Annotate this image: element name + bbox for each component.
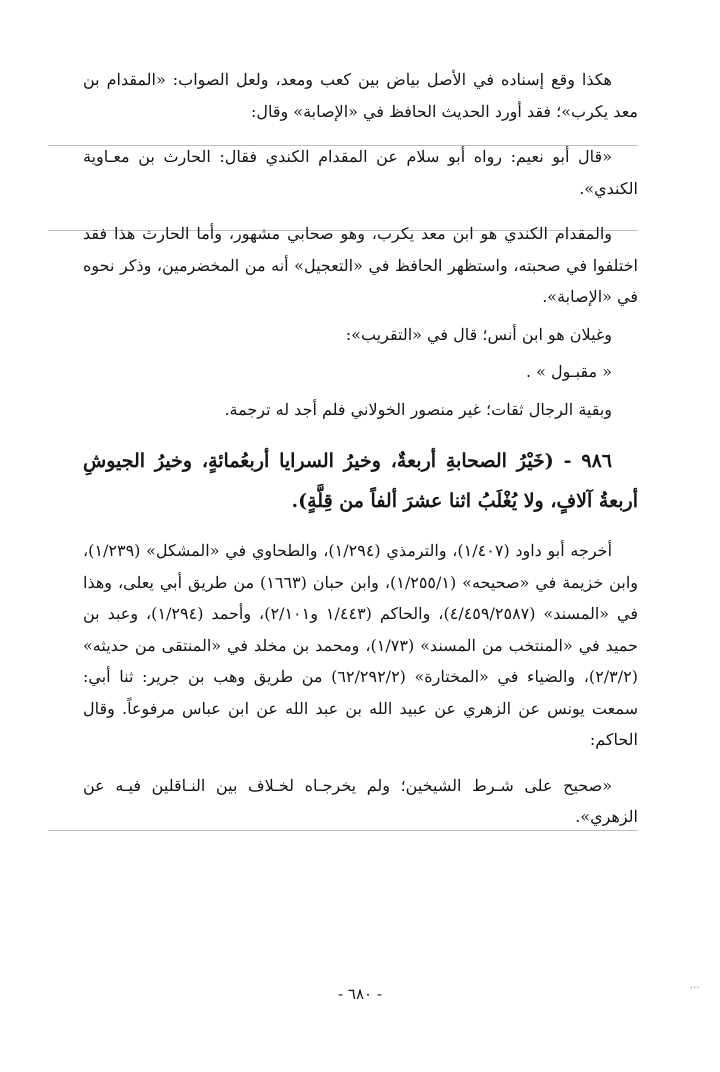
taqrib-quote: « مقبـول » . — [526, 362, 612, 381]
page-number: - ٦٨٠ - — [338, 985, 382, 1003]
hakim-quote: «صحيح على شـرط الشيخين؛ ولم يخرجـاه لخـلاف بين النـاقلين فيـه عن الزهري». — [83, 775, 638, 826]
narrators-note: وبقية الرجال ثقات؛ غير منصور الخولاني فلم أجد له ترجمة. — [224, 399, 612, 419]
miqdam-note-paragraph: والمقدام الكندي هو ابن معد يكرب، وهو صحابي مشهور، وأما الحارث هذا فقد اختلفوا في صحبته، واستظهر الحافظ في «التعجيل» أنه من المخضرمين، وذكر نحوه في «الإصابة». — [83, 224, 638, 306]
page-body — [83, 64, 638, 833]
takhrij-paragraph: أخرجه أبو داود (١/٤٠٧)، والترمذي (١/٢٩٤)، والطحاوي في «المشكل» (١/٢٣٩)، وابن خزيمة في «صحيحه» (١/٢٥٥/١)، وابن حبان (١٦٦٣) من طريق أبي يعلى، وهذا في «المسند» (٤/٤٥٩/٢٥٨٧)، والحاكم (١/٤٤٣ و٢/١٠١)، وأحمد (١/٢٩٤)، وعبد بن حميد في «المنتخب من المسند» (١/٧٣)، ومحمد بن مخلد في «المنتقى من حديثه» (٢/٣/٢)، والضياء في «المختارة» (٦٢/٢٩٢/٢) من طريق وهب بن جرير: ثنا أبي: سمعت يونس عن الزهري عن عبيد الله بن عبد الله عن ابن عباس مرفوعاً. وقال الحاكم: — [83, 541, 639, 749]
isnad-note-paragraph: هكذا وقع إسناده في الأصل بياض بين كعب ومعد، ولعل الصواب: «المقدام بن معد يكرب»؛ فقد أورد الحديث الحافظ في «الإصابة» وقال: — [83, 70, 638, 121]
scan-mark: ... — [690, 980, 700, 991]
ghaylan-note: وغيلان هو ابن أنس؛ قال في «التقريب»: — [345, 324, 612, 344]
hadith-986-text: ٩٨٦ - (خَيْرُ الصحابةِ أربعةٌ، وخيرُ السرايا أربعُمائةٍ، وخيرُ الجيوشِ أربعةُ آلافٍ، ولا يُغْلَبُ اثنا عشرَ ألفاً من قِلَّةٍ). — [83, 450, 638, 512]
abu-nuaym-quote: «قال أبو نعيم: رواه أبو سلام عن المقدام الكندي فقال: الحارث بن معـاوية الكندي». — [83, 147, 638, 198]
